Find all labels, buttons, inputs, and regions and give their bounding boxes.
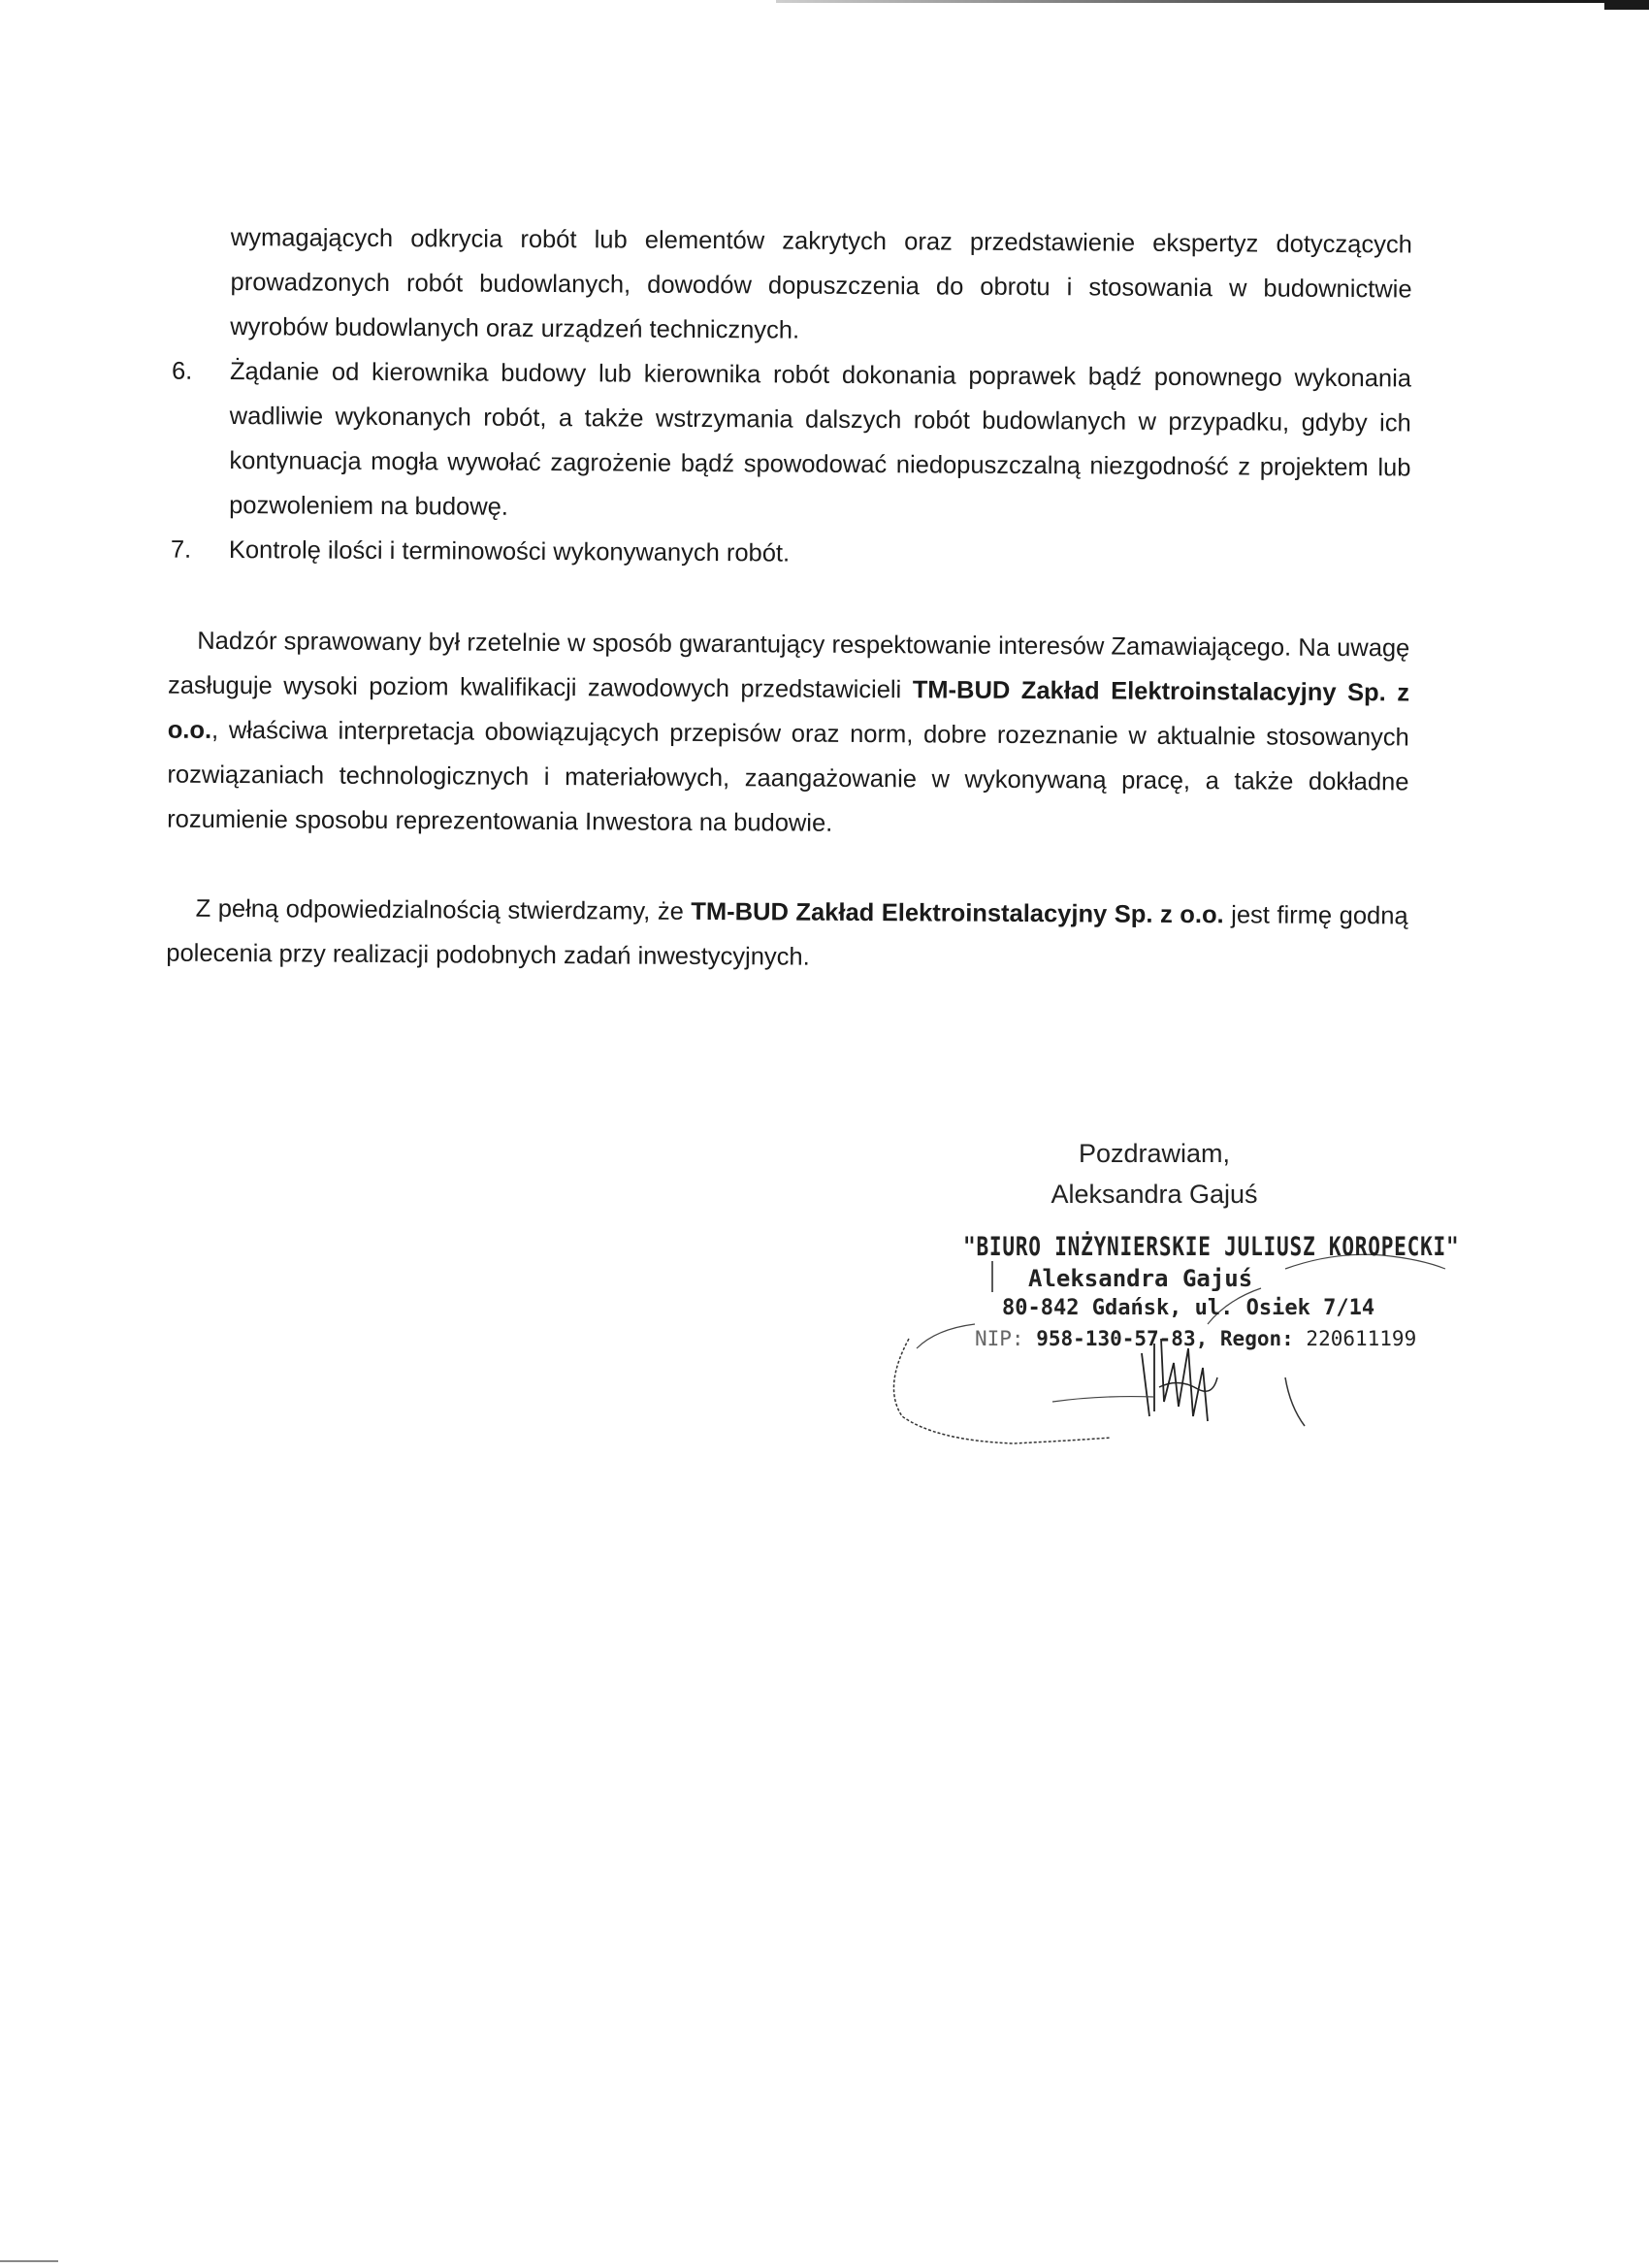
scan-edge-line-bottom: [0, 2260, 58, 2262]
stamp-owner-line: Aleksandra Gajuś: [1028, 1265, 1253, 1292]
recommendation-paragraph: [166, 887, 1408, 984]
stamp-address-line: 80-842 Gdańsk, ul. Osiek 7/14: [1002, 1296, 1375, 1320]
scan-edge-line: [776, 0, 1649, 3]
paragraph-text: Nadzór sprawowany był rzetelnie w sposób gwarantujący respektowanie interesów Zamawiającego. Na uwagę zasługuje wysoki poziom kwalifikacji zawodowych przedstawicieli: [167, 627, 1410, 704]
list-item: [171, 349, 1412, 535]
list-item-number: 6.: [171, 357, 193, 385]
scan-edge-corner: [1604, 0, 1649, 10]
paragraph-text: Z pełną odpowiedzialnością stwierdzamy, że: [195, 894, 692, 925]
stamp-regon-value: 220611199: [1306, 1327, 1417, 1350]
company-stamp: [878, 1232, 1460, 1465]
company-name: TM-BUD Zakład Elektroinstalacyjny Sp. z o.o.: [167, 676, 1410, 744]
assessment-paragraph: [167, 619, 1409, 850]
continued-list-text: wymagających odkrycia robót lub elementów zakrytych oraz przedstawienie ekspertyz dotyczących prowadzonych robót budowlanych, dowodów dopuszczenia do obrotu i stosowania w budownictwie wyrobów budowlanych oraz urządzeń technicznych.: [230, 223, 1412, 344]
paragraph-text: , właściwa interpretacja obowiązujących przepisów oraz norm, dobre rozeznanie w aktualnie stosowanych rozwiązaniach technologicznych i materiałowych, zaangażowanie w wykonywaną pracę, a także dokładne rozumienie sposobu reprezentowania Inwestora na budowie.: [167, 716, 1409, 837]
company-name: TM-BUD Zakład Elektroinstalacyjny Sp. z o.o.: [691, 897, 1224, 929]
stamp-nip-label: NIP:: [975, 1327, 1024, 1350]
stamp-nip-value: 958-130-57-83,: [1036, 1327, 1209, 1350]
signatory-name: Aleksandra Gajuś: [1051, 1180, 1258, 1209]
letter-body: [166, 215, 1412, 983]
requirements-list: [170, 349, 1412, 579]
closing-block: [999, 1133, 1310, 1215]
stamp-company-line: "BIURO INŻYNIERSKIE JULIUSZ KOROPECKI": [963, 1232, 1460, 1262]
list-item-text: Kontrolę ilości i terminowości wykonywanych robót.: [228, 535, 791, 567]
stamp-regon-label: Regon:: [1219, 1327, 1294, 1350]
greeting: Pozdrawiam,: [1078, 1139, 1231, 1168]
stamp-registry-line: [975, 1327, 1416, 1350]
list-item: [170, 528, 1410, 579]
paragraph-text: jest firmę godną polecenia przy realizacji podobnych zadań inwestycyjnych.: [166, 901, 1408, 971]
list-item-text: Żądanie od kierownika budowy lub kierownika robót dokonania poprawek bądź ponownego wykonania wadliwie wykonanych robót, a także wstrzymania dalszych robót budowlanych w przypadku, gdyby ich kontynuacja mogła wywołać zagrożenie bądź spowodować niedopuszczalną niezgodność z projektem lub pozwoleniem na budowę.: [229, 357, 1412, 521]
list-item-number: 7.: [170, 535, 192, 564]
